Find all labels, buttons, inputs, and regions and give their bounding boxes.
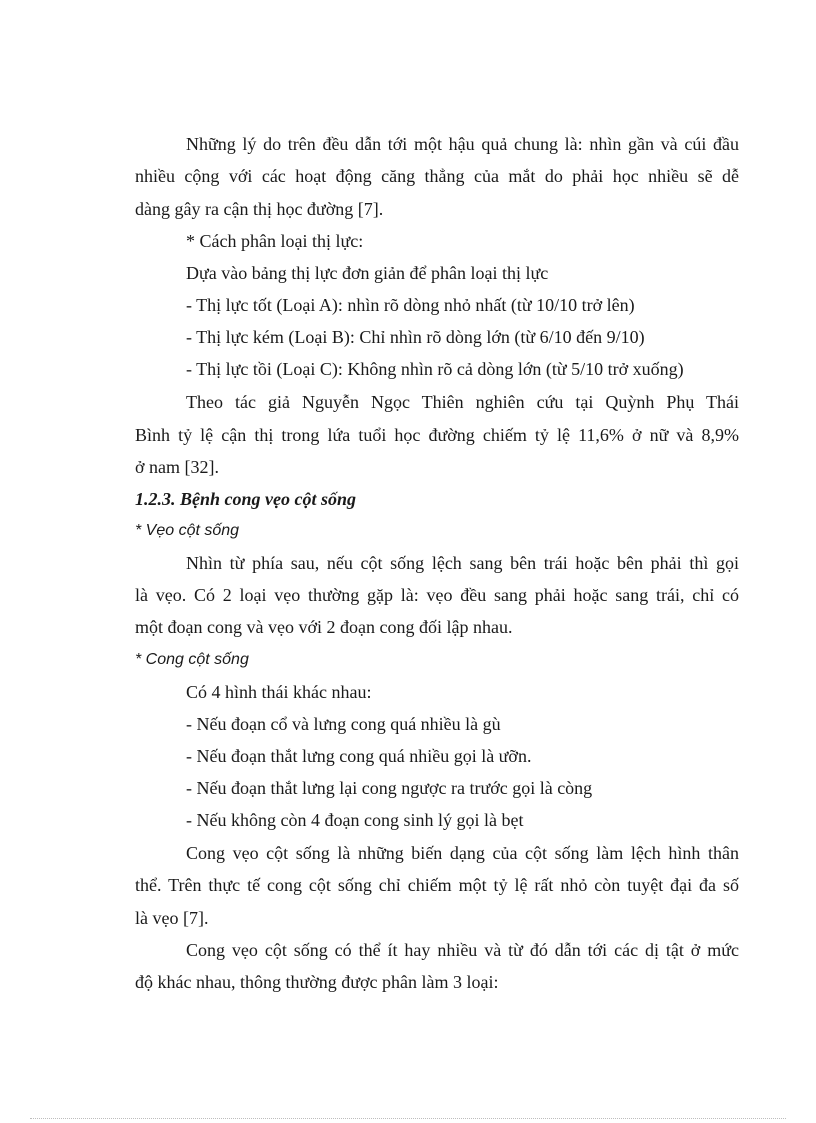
list-item: - Nếu đoạn cổ và lưng cong quá nhiều là gù xyxy=(186,714,501,734)
section-label: * Cách phân loại thị lực: xyxy=(186,231,364,251)
paragraph-line: nhiều cộng với các hoạt động căng thẳng của mắt do phải học nhiều sẽ dễ xyxy=(135,166,739,186)
paragraph-line: một đoạn cong và vẹo với 2 đoạn cong đối lập nhau. xyxy=(135,617,513,637)
list-item: - Thị lực tốt (Loại A): nhìn rõ dòng nhỏ nhất (từ 10/10 trở lên) xyxy=(186,295,635,315)
paragraph-line: dàng gây ra cận thị học đường [7]. xyxy=(135,199,384,219)
paragraph-line: là vẹo. Có 2 loại vẹo thường gặp là: vẹo đều sang phải hoặc sang trái, chỉ có xyxy=(135,585,739,605)
list-item: - Nếu đoạn thắt lưng cong quá nhiều gọi là ưỡn. xyxy=(186,746,532,766)
paragraph-line: Những lý do trên đều dẫn tới một hậu quả chung là: nhìn gần và cúi đầu xyxy=(186,134,739,154)
paragraph-line: độ khác nhau, thông thường được phân làm 3 loại: xyxy=(135,972,499,992)
subsection-heading: * Vẹo cột sống xyxy=(135,522,240,539)
list-item: - Nếu đoạn thắt lưng lại cong ngược ra trước gọi là còng xyxy=(186,778,593,798)
section-heading: 1.2.3. Bệnh cong vẹo cột sống xyxy=(135,489,357,509)
paragraph-line: Cong vẹo cột sống có thể ít hay nhiều và từ đó dẫn tới các dị tật ở mức xyxy=(186,940,739,960)
list-item: - Thị lực tồi (Loại C): Không nhìn rõ cả dòng lớn (từ 5/10 trở xuống) xyxy=(186,359,684,379)
list-item: - Thị lực kém (Loại B): Chỉ nhìn rõ dòng lớn (từ 6/10 đến 9/10) xyxy=(186,327,645,347)
paragraph-line: Nhìn từ phía sau, nếu cột sống lệch sang bên trái hoặc bên phải thì gọi xyxy=(186,553,739,573)
paragraph-line: thể. Trên thực tế cong cột sống chỉ chiếm một tỷ lệ rất nhỏ còn tuyệt đại đa số xyxy=(135,875,739,895)
paragraph-line: ở nam [32]. xyxy=(135,457,219,477)
paragraph-line: Bình tỷ lệ cận thị trong lứa tuổi học đường chiếm tỷ lệ 11,6% ở nữ và 8,9% xyxy=(135,425,739,445)
paragraph-line: Dựa vào bảng thị lực đơn giản để phân loại thị lực xyxy=(186,263,549,283)
list-item: - Nếu không còn 4 đoạn cong sinh lý gọi là bẹt xyxy=(186,810,524,830)
paragraph-line: Có 4 hình thái khác nhau: xyxy=(186,682,372,702)
subsection-heading: * Cong cột sống xyxy=(135,651,249,668)
paragraph-line: Cong vẹo cột sống là những biến dạng của cột sống làm lệch hình thân xyxy=(186,843,739,863)
paragraph-line: Theo tác giả Nguyễn Ngọc Thiên nghiên cứu tại Quỳnh Phụ Thái xyxy=(186,392,739,412)
paragraph-line: là vẹo [7]. xyxy=(135,908,209,928)
page-bottom-rule xyxy=(30,1118,786,1119)
